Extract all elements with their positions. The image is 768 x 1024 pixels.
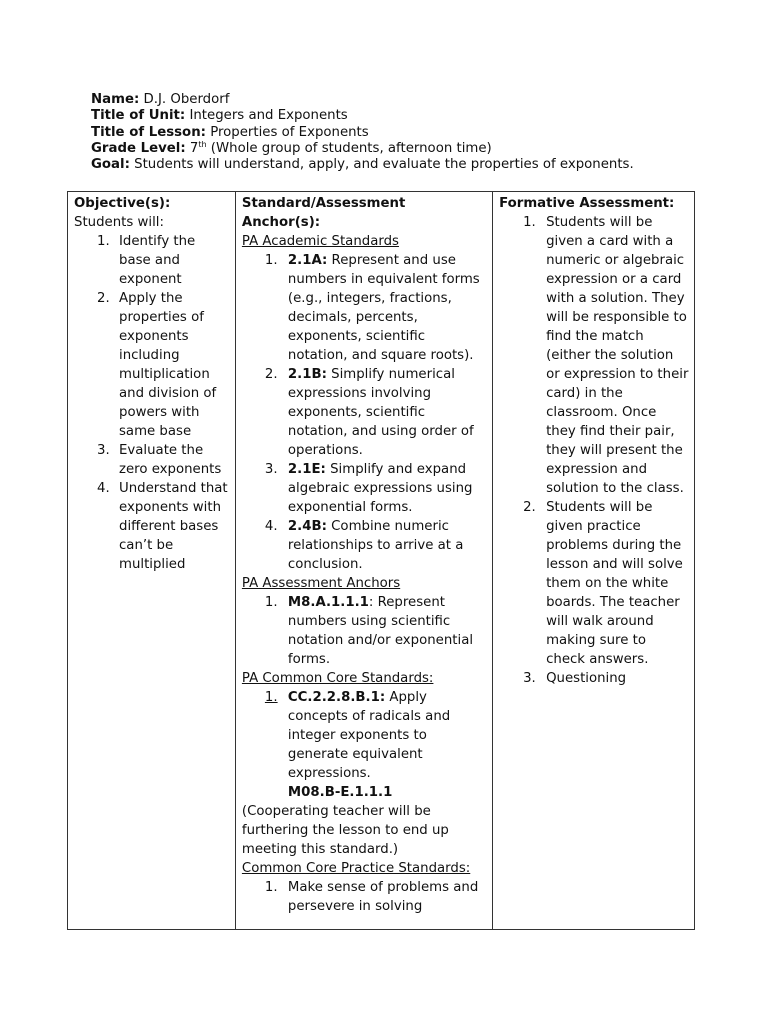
list-text: Identify the base and exponent	[119, 234, 196, 287]
list-text: Represent and use numbers in equivalent forms (e.g., integers, fractions, decimals, percents, exponents, scientific notation, and square roots).	[287, 253, 480, 363]
grade-label: Grade Level:	[91, 140, 186, 156]
list-text: : Represent numbers using scientific notation and/or exponential forms.	[287, 595, 474, 667]
list-number: 1.	[523, 215, 536, 230]
lesson-value: Properties of Exponents	[205, 124, 369, 140]
list-number: 1.	[264, 880, 278, 895]
standard-code: 2.4B:	[287, 519, 327, 534]
objectives-heading: Objective(s):	[74, 196, 171, 211]
list-number: 3.	[523, 671, 536, 686]
list-text: Make sense of problems and persevere in solving	[287, 880, 479, 914]
list-text: Evaluate the zero exponents	[119, 443, 222, 477]
list-number: 4.	[97, 481, 110, 496]
list-text: Apply the properties of exponents including multiplication and division of powers with same base	[119, 291, 217, 439]
list-item	[242, 365, 487, 460]
lesson-header	[91, 92, 731, 173]
objectives-list	[74, 232, 230, 574]
list-text: Combine numeric relationships to arrive at a conclusion.	[287, 519, 464, 572]
standard-code: CC.2.2.8.B.1:	[287, 690, 386, 705]
list-item	[74, 289, 230, 441]
list-item	[242, 688, 487, 783]
academic-standards-label: PA Academic Standards	[241, 234, 399, 249]
list-number: 2.	[523, 500, 536, 515]
formative-list	[499, 213, 689, 688]
practice-standards-list	[242, 878, 487, 916]
unit-line	[91, 108, 731, 124]
list-item	[242, 251, 487, 365]
unit-label: Title of Unit:	[91, 108, 186, 124]
list-item	[242, 593, 487, 669]
list-number: 4.	[264, 519, 278, 534]
list-item	[242, 878, 487, 916]
assessment-anchors-list	[242, 593, 487, 669]
formative-assessment-cell	[493, 192, 695, 930]
standards-heading: Standard/Assessment Anchor(s):	[241, 196, 406, 230]
goal-value: Students will understand, apply, and evaluate the properties of exponents.	[129, 157, 634, 173]
assessment-anchors-label: PA Assessment Anchors	[241, 576, 401, 591]
list-number: 1.	[264, 253, 278, 268]
list-item	[74, 441, 230, 479]
name-line	[91, 92, 731, 108]
list-number: 2.	[264, 367, 278, 382]
lesson-label: Title of Lesson:	[91, 124, 206, 140]
list-text: Understand that exponents with different bases can’t be multiplied	[119, 481, 228, 572]
list-number: 1.	[264, 595, 278, 610]
list-item	[242, 517, 487, 574]
lesson-line	[91, 125, 731, 141]
list-item	[499, 213, 689, 498]
extra-standard-code: M08.B-E.1.1.1	[287, 785, 393, 800]
list-item	[499, 669, 689, 688]
common-core-label: PA Common Core Standards:	[241, 671, 434, 686]
list-number: 1.	[264, 690, 278, 705]
list-text: Simplify numerical expressions involving exponents, scientific notation, and using order of operations.	[287, 367, 474, 458]
standard-code: M8.A.1.1.1	[287, 595, 369, 610]
lesson-plan-table	[67, 191, 695, 930]
list-text: Simplify and expand algebraic expressions using exponential forms.	[287, 462, 473, 515]
list-item	[242, 460, 487, 517]
list-text: Students will be given practice problems during the lesson and will solve them on the white boards. The teacher will walk around making sure to check answers.	[546, 500, 683, 667]
standard-code: 2.1E:	[287, 462, 326, 477]
list-text: Students will be given a card with a numeric or algebraic expression or a card with a solution. They will be responsible to find the match (either the solution or expression to their card) in the classroom. Once they find their pair, they will present the expression and solution to the class.	[546, 215, 689, 496]
list-item	[499, 498, 689, 669]
name-label: Name:	[91, 92, 140, 107]
name-value: D.J. Oberdorf	[139, 92, 230, 107]
list-text: Questioning	[546, 671, 627, 686]
list-number: 3.	[97, 443, 110, 458]
grade-value: 7	[185, 140, 199, 156]
list-number: 3.	[264, 462, 278, 477]
academic-standards-list	[242, 251, 487, 574]
unit-value: Integers and Exponents	[185, 108, 348, 124]
list-item	[74, 232, 230, 289]
standard-code: 2.1A:	[287, 253, 328, 268]
objectives-intro: Students will:	[74, 215, 164, 230]
list-text: Apply concepts of radicals and integer exponents to generate equivalent expressions.	[287, 690, 451, 781]
cooperating-teacher-note: (Cooperating teacher will be furthering the lesson to end up meeting this standard.)	[241, 804, 449, 857]
list-number: 2.	[97, 291, 110, 306]
list-item	[74, 479, 230, 574]
goal-line	[91, 157, 731, 173]
standard-code: 2.1B:	[287, 367, 327, 382]
grade-line	[91, 141, 731, 157]
goal-label: Goal:	[91, 157, 130, 173]
practice-standards-label: Common Core Practice Standards:	[241, 861, 471, 876]
standards-cell	[235, 192, 492, 930]
grade-detail: (Whole group of students, afternoon time)	[206, 140, 492, 156]
list-number: 1.	[97, 234, 110, 249]
grade-superscript: th	[198, 139, 207, 149]
objectives-cell	[68, 192, 236, 930]
common-core-list	[242, 688, 487, 783]
formative-heading: Formative Assessment:	[499, 196, 675, 211]
